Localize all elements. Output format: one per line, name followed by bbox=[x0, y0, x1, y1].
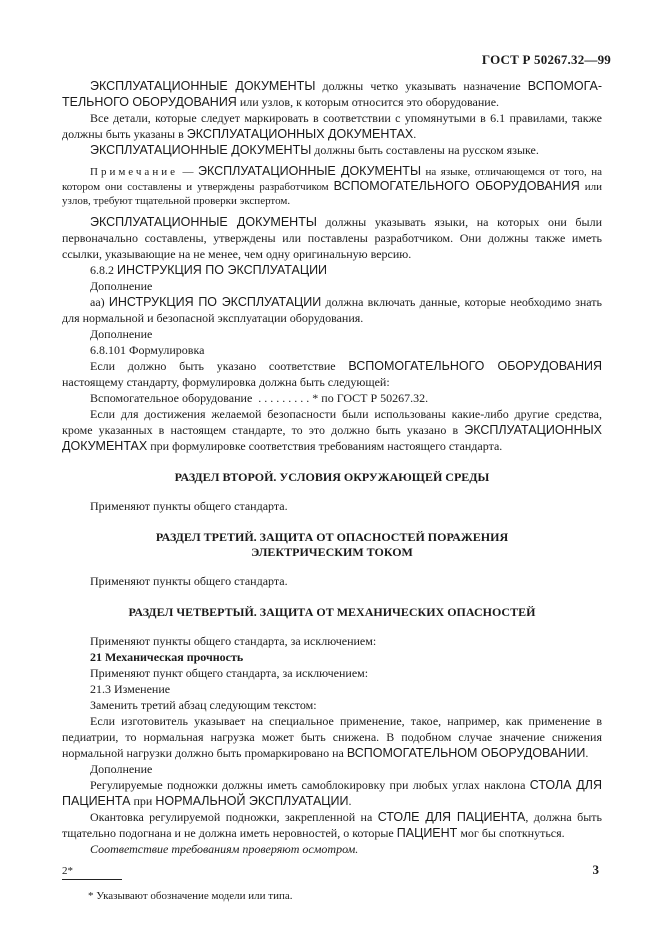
caps-term: НОРМАЛЬНОЙ ЭКСПЛУАТАЦИИ bbox=[155, 794, 349, 808]
sheet-signature: 2* bbox=[62, 865, 73, 877]
text: Вспомогательное оборудование bbox=[90, 391, 253, 405]
text: или узлов, требуют тщательной проверки экспертом. bbox=[62, 181, 603, 207]
text: должны четко указывать назначение bbox=[315, 79, 528, 93]
text: Окантовка регулируемой подножки, закрепленной на bbox=[90, 810, 378, 824]
footnote: * Указывают обозначение модели или типа. bbox=[88, 890, 293, 902]
compliance-note: Соответствие требованиям проверяют осмотром. bbox=[90, 842, 359, 856]
title-line: РАЗДЕЛ ТРЕТИЙ. ЗАЩИТА ОТ ОПАСНОСТЕЙ ПОРАЖЕНИЯ bbox=[155, 530, 509, 544]
caps-term: ВСПОМОГА-ТЕЛЬНОГО ОБОРУДОВАНИЯ bbox=[62, 79, 603, 109]
paragraph: Заменить третий абзац следующим текстом: bbox=[90, 698, 317, 712]
text: , должна быть тщательно подогнана и не должна иметь неровностей, о которые bbox=[62, 810, 603, 840]
text: . bbox=[348, 794, 352, 808]
text: . bbox=[413, 127, 417, 141]
subsection-heading: 6.8.101 Формулировка bbox=[90, 343, 205, 357]
paragraph bbox=[62, 809, 602, 841]
paragraph: Дополнение bbox=[90, 327, 153, 341]
text: * по ГОСТ Р 50267.32. bbox=[312, 391, 429, 405]
text: 6.8.2 bbox=[90, 263, 117, 277]
paragraph bbox=[62, 406, 602, 454]
subsection-heading: 21.3 Изменение bbox=[90, 682, 171, 696]
text: Если для достижения желаемой безопасности были использованы какие-либо другие средства, кроме указанных в настоящем стандарте, то это должно быть указано в bbox=[62, 407, 602, 437]
text: на языке, отличающемся от того, на котором они составлены и утверждены разработчиком bbox=[62, 166, 603, 193]
dots: . . . . . . . . . bbox=[252, 391, 313, 405]
caps-term: ЭКСПЛУАТАЦИОННЫЕ ДОКУМЕНТЫ bbox=[90, 143, 312, 157]
paragraph bbox=[62, 777, 602, 809]
text: . bbox=[585, 746, 589, 760]
text: должны быть составлены на русском языке. bbox=[311, 143, 539, 157]
caps-term: ЭКСПЛУАТАЦИОННЫЕ ДОКУМЕНТЫ bbox=[90, 79, 316, 93]
text: Регулируемые подножки должны иметь самоблокировку при любых углах наклона bbox=[90, 778, 530, 792]
caps-term: ЭКСПЛУАТАЦИОННЫХ ДОКУМЕНТАХ bbox=[186, 127, 414, 141]
note-lead: Примечание bbox=[90, 166, 178, 178]
section-two-title: РАЗДЕЛ ВТОРОЙ. УСЛОВИЯ ОКРУЖАЮЩЕЙ СРЕДЫ bbox=[174, 470, 490, 484]
text: настоящему стандарту, формулировка должна быть следующей: bbox=[62, 375, 390, 389]
paragraph bbox=[62, 142, 602, 158]
text: при формулировке соответствия требованиям настоящего стандарта. bbox=[147, 439, 503, 453]
caps-term: ИНСТРУКЦИЯ ПО ЭКСПЛУАТАЦИИ bbox=[117, 263, 328, 277]
section-three-title bbox=[62, 530, 602, 560]
text: при bbox=[130, 794, 156, 808]
text: должны указывать языки, на которых они были первоначально составлены, утверждены или поставлены разработчиком. Они должны также иметь ссылки, указывающие на не менее, чем одну оригинальную версию. bbox=[62, 215, 602, 261]
section-four-title: РАЗДЕЛ ЧЕТВЕРТЫЙ. ЗАЩИТА ОТ МЕХАНИЧЕСКИХ ОПАСНОСТЕЙ bbox=[128, 605, 536, 619]
paragraph bbox=[62, 78, 602, 110]
page-number: 3 bbox=[592, 862, 599, 877]
paragraph: Применяют пункты общего стандарта, за исключением: bbox=[90, 634, 377, 648]
formula-line bbox=[62, 390, 602, 406]
paragraph: Применяют пункты общего стандарта. bbox=[90, 574, 288, 588]
subsection-heading bbox=[62, 262, 602, 278]
caps-term: СТОЛЕ ДЛЯ ПАЦИЕНТА bbox=[377, 810, 526, 824]
text: мог бы споткнуться. bbox=[457, 826, 565, 840]
note-paragraph bbox=[62, 164, 602, 208]
text: аа) bbox=[90, 295, 109, 309]
caps-term: ИНСТРУКЦИЯ ПО ЭКСПЛУАТАЦИИ bbox=[108, 295, 322, 309]
document-body bbox=[62, 78, 602, 904]
paragraph bbox=[62, 358, 602, 390]
text: или узлов, к которым относится это оборудование. bbox=[236, 95, 500, 109]
footnote-rule bbox=[62, 879, 122, 880]
text: Если изготовитель указывает на специальное применение, такое, например, как применение в педиатрии, то нормальная нагрузка может быть снижена. В подобном случае значение снижения нормальной нагрузки должно быть промаркировано на bbox=[62, 714, 602, 760]
paragraph bbox=[62, 214, 602, 262]
caps-term: ВСПОМОГАТЕЛЬНОГО ОБОРУДОВАНИЯ bbox=[333, 179, 580, 193]
paragraph bbox=[62, 294, 602, 326]
caps-term: ПАЦИЕНТ bbox=[396, 826, 458, 840]
caps-term: СТОЛА ДЛЯ ПАЦИЕНТА bbox=[62, 778, 602, 808]
paragraph: Дополнение bbox=[90, 762, 153, 776]
caps-term: ЭКСПЛУАТАЦИОННЫХ ДОКУМЕНТАХ bbox=[62, 423, 602, 453]
paragraph bbox=[62, 110, 602, 142]
paragraph: Применяют пункт общего стандарта, за исключением: bbox=[90, 666, 369, 680]
text: Все детали, которые следует маркировать в соответствии с упомянутыми в 6.1 правилами, также должны быть указаны в bbox=[62, 111, 602, 141]
caps-term: ЭКСПЛУАТАЦИОННЫЕ ДОКУМЕНТЫ bbox=[90, 215, 317, 229]
caps-term: ВСПОМОГАТЕЛЬНОГО ОБОРУДОВАНИЯ bbox=[348, 359, 602, 373]
subsection-heading: 21 Механическая прочность bbox=[90, 650, 244, 664]
standard-code-header: ГОСТ Р 50267.32—99 bbox=[481, 52, 611, 67]
text: — bbox=[177, 166, 198, 178]
paragraph: Дополнение bbox=[90, 279, 153, 293]
text: Если должно быть указано соответствие bbox=[90, 359, 349, 373]
paragraph bbox=[62, 713, 602, 761]
caps-term: ВСПОМОГАТЕЛЬНОМ ОБОРУДОВАНИИ bbox=[346, 746, 586, 760]
caps-term: ЭКСПЛУАТАЦИОННЫЕ ДОКУМЕНТЫ bbox=[197, 164, 422, 178]
paragraph: Применяют пункты общего стандарта. bbox=[90, 499, 288, 513]
title-line: ЭЛЕКТРИЧЕСКИМ ТОКОМ bbox=[251, 545, 413, 559]
text: должна включать данные, которые необходимо знать для нормальной и безопасной эксплуатации оборудования. bbox=[62, 295, 602, 325]
